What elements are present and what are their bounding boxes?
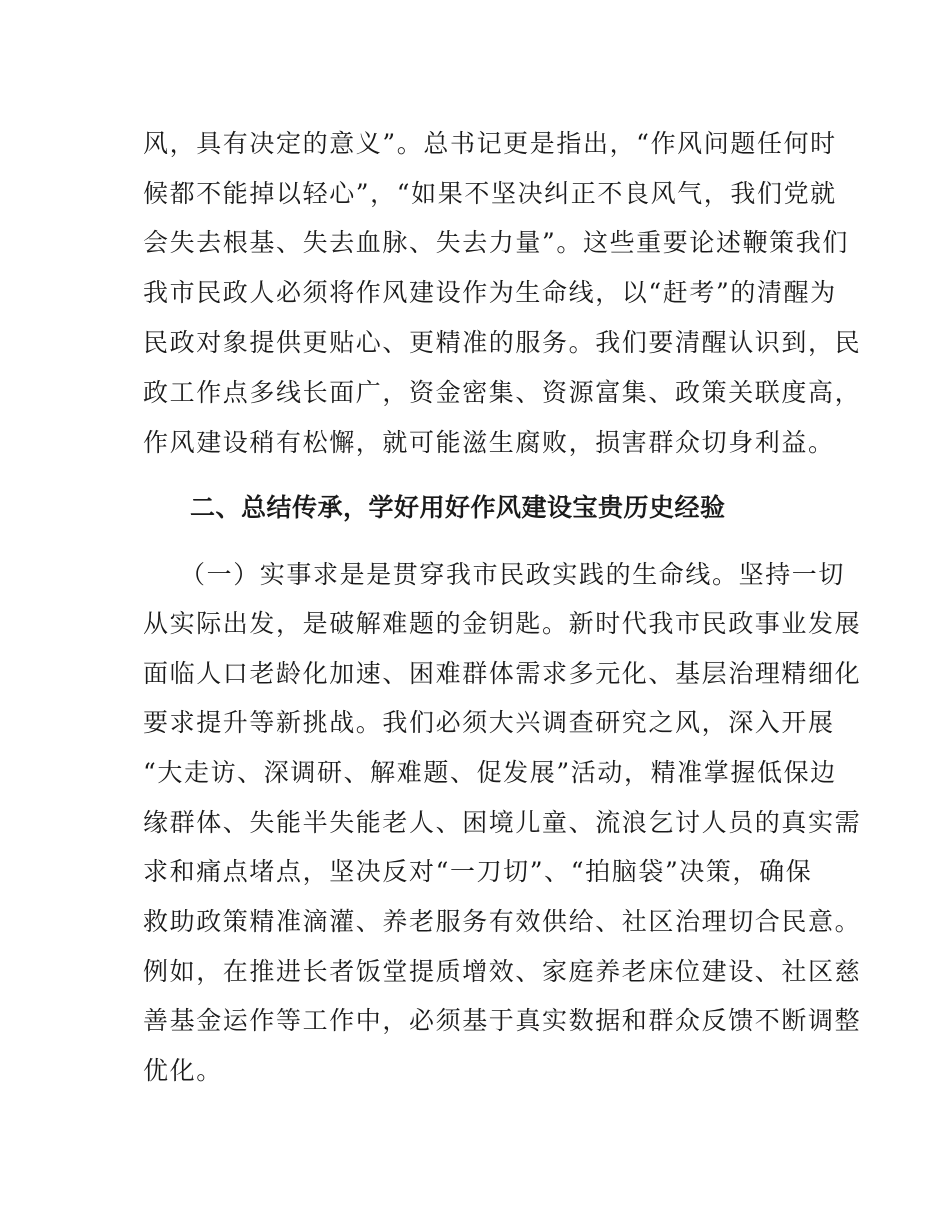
paragraph-line: 从实际出发，是破解难题的金钥匙。新时代我市民政事业发展 <box>143 609 862 638</box>
paragraph-line: 优化。 <box>143 1056 223 1085</box>
paragraph-line: 缘群体、失能半失能老人、困境儿童、流浪乞讨人员的真实需 <box>143 808 862 837</box>
paragraph-line: 求和痛点堵点，坚决反对“一刀切”、“拍脑袋”决策，确保 <box>143 857 813 886</box>
paragraph-line: 例如，在推进长者饭堂提质增效、家庭养老床位建设、社区慈 <box>143 957 862 986</box>
paragraph-line: “大走访、深调研、解难题、促发展”活动，精准掌握低保边 <box>143 758 837 787</box>
paragraph-line: 候都不能掉以轻心”，“如果不坚决纠正不良风气，我们党就 <box>143 179 837 208</box>
paragraph-line: 要求提升等新挑战。我们必须大兴调查研究之风，深入开展 <box>143 708 835 737</box>
paragraph-line: 面临人口老龄化加速、困难群体需求多元化、基层治理精细化 <box>143 659 862 688</box>
paragraph-line: 风，具有决定的意义”。总书记更是指出，“作风问题任何时 <box>143 129 837 158</box>
section-heading: 二、总结传承，学好用好作风建设宝贵历史经验 <box>190 493 726 522</box>
paragraph-line: 民政对象提供更贴心、更精准的服务。我们要清醒认识到，民 <box>143 328 862 357</box>
paragraph-line: 我市民政人必须将作风建设作为生命线，以“赶考”的清醒为 <box>143 278 837 307</box>
paragraph-line: 会失去根基、失去血脉、失去力量”。这些重要论述鞭策我们 <box>143 228 849 257</box>
paragraph-line: 善基金运作等工作中，必须基于真实数据和群众反馈不断调整 <box>143 1006 862 1035</box>
paragraph-line: 作风建设稍有松懈，就可能滋生腐败，损害群众切身利益。 <box>143 428 835 457</box>
paragraph-line: 政工作点多线长面广，资金密集、资源富集、政策关联度高， <box>143 378 862 407</box>
paragraph-line: 救助政策精准滴灌、养老服务有效供给、社区治理切合民意。 <box>143 907 862 936</box>
paragraph-line: （一）实事求是是贯穿我市民政实践的生命线。坚持一切 <box>180 560 846 589</box>
